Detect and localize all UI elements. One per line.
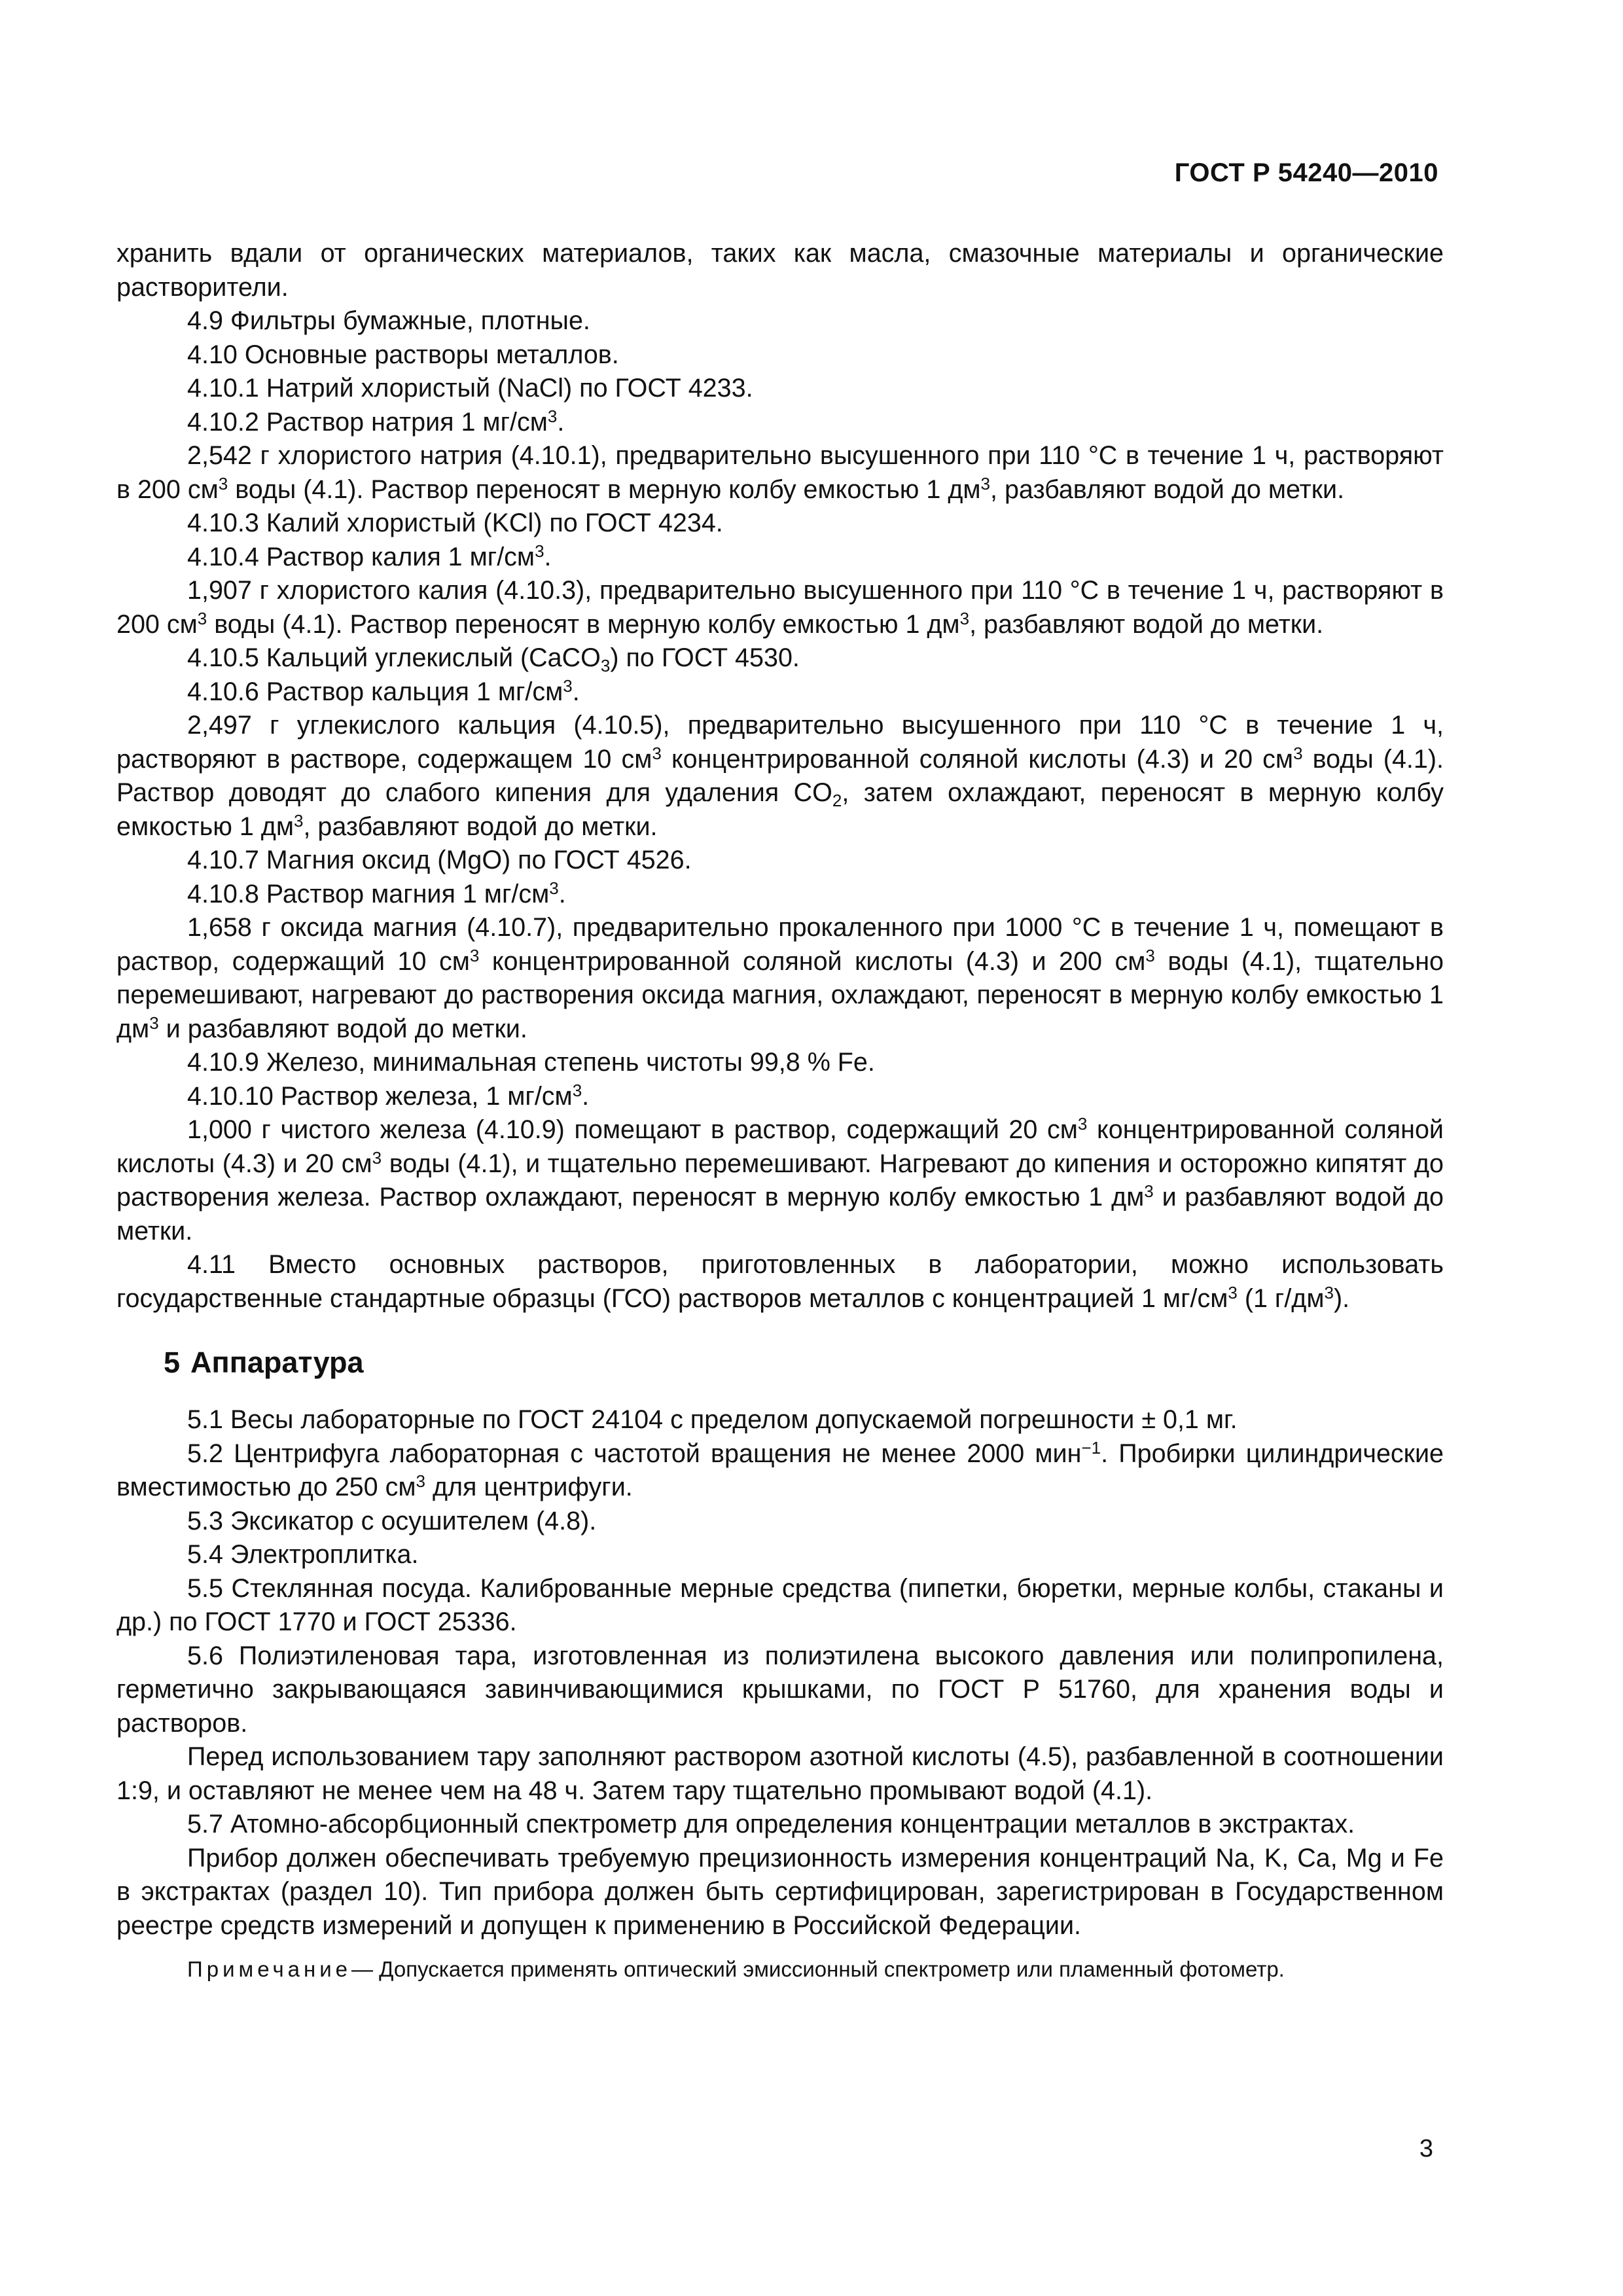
clause-4-9: 4.9 Фильтры бумажные, плотные. <box>187 306 590 335</box>
clause-4-10: 4.10 Основные растворы металлов. <box>187 340 619 369</box>
clause-4-11: 4.11 Вместо основных растворов, приготовленных в лаборатории, можно использовать государственные стандартные образцы (ГСО) растворов металлов с концентрацией 1 $мг/см^3$ (1 $г/дм^3$). <box>116 1250 1444 1313</box>
clause-5-4: 5.4 Электроплитка. <box>187 1540 419 1569</box>
sodium-solution-procedure: 2,542 г хлористого натрия (4.10.1), предварительно высушенного при 110 °С в течение 1 ч, растворяют в 200 $см^3$ воды (4.1). Раствор переносят в мерную колбу емкостью 1 $дм^3$, разбавляют водой до метки. <box>116 441 1444 504</box>
clause-5-6: 5.6 Полиэтиленовая тара, изготовленная из полиэтилена высокого давления или полипропилена, герметично закрывающаяся завинчивающимися крышками, по ГОСТ Р 51760, для хранения воды и растворов. <box>116 1641 1444 1738</box>
clause-5-5: 5.5 Стеклянная посуда. Калиброванные мерные средства (пипетки, бюретки, мерные колбы, стаканы и др.) по ГОСТ 1770 и ГОСТ 25336. <box>116 1573 1444 1636</box>
clause-4-10-7: 4.10.7 Магния оксид (MgO) по ГОСТ 4526. <box>187 846 692 874</box>
clause-5-2: 5.2 Центрифуга лабораторная с частотой вращения не менее 2000 мин$^{-1}$. Пробирки цилиндрические вместимостью до 250 $см^3$ для центрифуги. <box>116 1437 1444 1501</box>
clause-4-10-3: 4.10.3 Калий хлористый (KCl) по ГОСТ 4234. <box>187 509 723 537</box>
clause-5-3: 5.3 Эксикатор с осушителем (4.8). <box>187 1506 597 1535</box>
clause-5-6-preparation: Перед использованием тару заполняют раствором азотной кислоты (4.5), разбавленной в соотношении 1:9, и оставляют не менее чем на 48 ч. Затем тару тщательно промывают водой (4.1). <box>116 1742 1444 1805</box>
clause-4-10-10: 4.10.10 Раствор железа, 1 $мг/см^3$. <box>187 1080 590 1111</box>
iron-solution-procedure: 1,000 г чистого железа (4.10.9) помещают в раствор, содержащий 20 $см^3$ концентрированной соляной кислоты (4.3) и 20 $см^3$ воды (4.1), и тщательно перемешивают. Нагревают до кипения и осторожно кипятят до растворения железа. Раствор охлаждают, переносят в мерную колбу емкостью 1 $дм^3$ и разбавляют водой до метки. <box>116 1114 1444 1246</box>
clause-4-10-8: 4.10.8 Раствор магния 1 $мг/см^3$. <box>187 878 566 908</box>
magnesium-solution-procedure: 1,658 г оксида магния (4.10.7), предварительно прокаленного при 1000 °С в течение 1 ч, помещают в раствор, содержащий 10 $см^3$ концентрированной соляной кислоты (4.3) и 200 $см^3$ воды (4.1), тщательно перемешивают, нагревают до растворения оксида магния, охлаждают, переносят в мерную колбу емкостью 1 $дм^3$ и разбавляют водой до метки. <box>116 913 1444 1043</box>
clause-5-7-requirements: Прибор должен обеспечивать требуемую прецизионность измерения концентраций Na, K, Ca, Mg и Fe в экстрактах (раздел 10). Тип прибора должен быть сертифицирован, зарегистрирован в Государственном реестре средств измерений и допущен к применению в Российской Федерации. <box>116 1843 1444 1940</box>
clause-4-10-4: 4.10.4 Раствор калия 1 $мг/см^3$. <box>187 541 552 571</box>
potassium-solution-procedure: 1,907 г хлористого калия (4.10.3), предварительно высушенного при 110 °С в течение 1 ч, растворяют в 200 $см^3$ воды (4.1). Раствор переносят в мерную колбу емкостью 1 $дм^3$, разбавляют водой до метки. <box>116 576 1444 639</box>
clause-4-10-5: 4.10.5 Кальций углекислый (CaCO$_3$) по ГОСТ 4530. <box>187 643 800 675</box>
calcium-solution-procedure: 2,497 г углекислого кальция (4.10.5), предварительно высушенного при 110 °С в течение 1 ч, растворяют в растворе, содержащем 10 $см^3$ концентрированной соляной кислоты (4.3) и 20 $см^3$ воды (4.1). Раствор доводят до слабого кипения для удаления $CO_2$, затем охлаждают, переносят в мерную колбу емкостью 1 $дм^3$, разбавляют водой до метки. <box>116 711 1444 841</box>
clause-4-10-1: 4.10.1 Натрий хлористый (NaCl) по ГОСТ 4233. <box>187 374 753 403</box>
document-header: ГОСТ Р 54240—2010 <box>1174 158 1438 187</box>
note-label: Примечание <box>187 1957 352 1981</box>
document-body <box>116 237 1444 1984</box>
clause-4-10-6: 4.10.6 Раствор кальция 1 $мг/см^3$. <box>187 675 580 706</box>
clause-5-1: 5.1 Весы лабораторные по ГОСТ 24104 с пределом допускаемой погрешности ± 0,1 мг. <box>187 1405 1238 1434</box>
paragraph-continuation: хранить вдали от органических материалов, таких как масла, смазочные материалы и органические растворители. <box>116 239 1444 302</box>
note-text: — Допускается применять оптический эмиссионный спектрометр или пламенный фотометр. <box>351 1957 1285 1981</box>
note <box>116 1954 1444 1984</box>
page-number: 3 <box>1419 2135 1433 2162</box>
clause-4-10-2: 4.10.2 Раствор натрия 1 $мг/см^3$. <box>187 406 565 437</box>
clause-4-10-9: 4.10.9 Железо, минимальная степень чистоты 99,8 % Fe. <box>187 1048 875 1077</box>
clause-5-7: 5.7 Атомно-абсорбционный спектрометр для определения концентрации металлов в экстрактах. <box>187 1810 1355 1839</box>
section-heading: 5 Аппаратура <box>164 1346 364 1379</box>
